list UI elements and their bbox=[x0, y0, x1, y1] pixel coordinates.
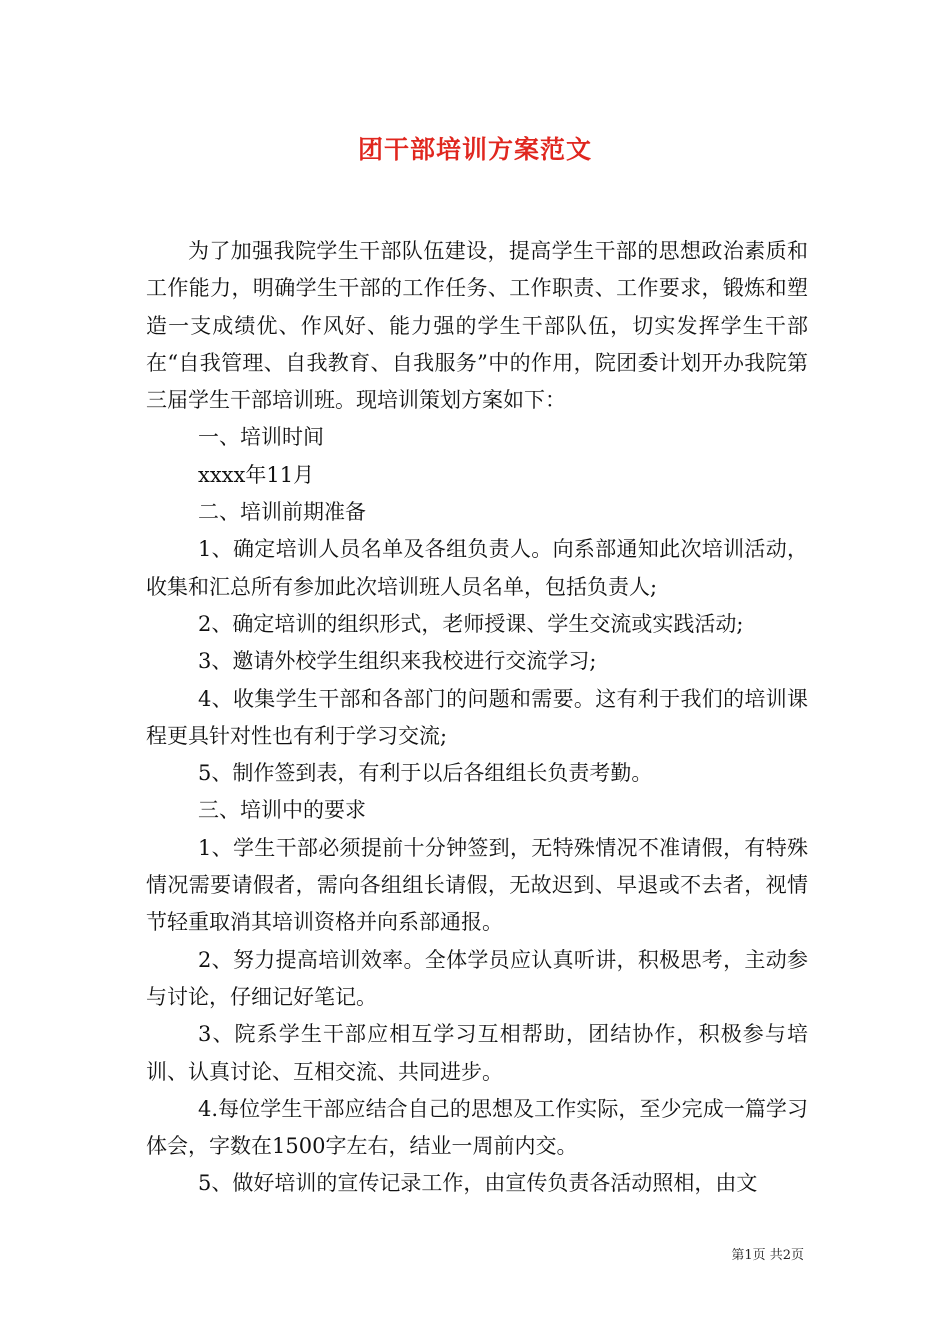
list-item: 2、确定培训的组织形式，老师授课、学生交流或实践活动; bbox=[198, 611, 744, 636]
page-title: 团干部培训方案范文 bbox=[357, 135, 592, 164]
list-item: 2、努力提高培训效率。全体学员应认真听讲，积极思考，主动参与讨论，仔细记好笔记。 bbox=[146, 947, 808, 1009]
page-number-footer: 第1页 共2页 bbox=[731, 1248, 804, 1263]
section-heading-preparation: 二、培训前期准备 bbox=[198, 500, 366, 525]
paragraph-date: xxxx年11月 bbox=[198, 462, 315, 487]
list-item: 3、邀请外校学生组织来我校进行交流学习; bbox=[198, 649, 597, 674]
section-heading-requirements: 三、培训中的要求 bbox=[198, 798, 366, 823]
section-heading-time: 一、培训时间 bbox=[198, 425, 324, 450]
list-item: 4、收集学生干部和各部门的问题和需要。这有利于我们的培训课程更具针对性也有利于学习交流; bbox=[146, 686, 808, 748]
list-item: 4.每位学生干部应结合自己的思想及工作实际，至少完成一篇学习体会，字数在1500字左右，结业一周前内交。 bbox=[146, 1096, 808, 1159]
paragraph-intro: 为了加强我院学生干部队伍建设，提高学生干部的思想政治素质和工作能力，明确学生干部的工作任务、工作职责、工作要求，锻炼和塑造一支成绩优、作风好、能力强的学生干部队伍，切实发挥学生干部在“自我管理、自我教育、自我服务”中的作用，院团委计划开办我院第三届学生干部培训班。现培训策划方案如下： bbox=[146, 239, 808, 413]
list-item: 3、院系学生干部应相互学习互相帮助，团结协作，积极参与培训、认真讨论、互相交流、共同进步。 bbox=[146, 1022, 808, 1084]
list-item: 1、学生干部必须提前十分钟签到，无特殊情况不准请假，有特殊情况需要请假者，需向各组组长请假，无故迟到、早退或不去者，视情节轻重取消其培训资格并向系部通报。 bbox=[146, 835, 808, 935]
document-body bbox=[146, 233, 808, 1203]
list-item: 5、制作签到表，有利于以后各组组长负责考勤。 bbox=[198, 761, 653, 786]
list-item: 1、确定培训人员名单及各组负责人。向系部通知此次培训活动，收集和汇总所有参加此次培训班人员名单，包括负责人; bbox=[146, 537, 808, 599]
list-item: 5、做好培训的宣传记录工作，由宣传负责各活动照相，由文 bbox=[198, 1171, 758, 1196]
